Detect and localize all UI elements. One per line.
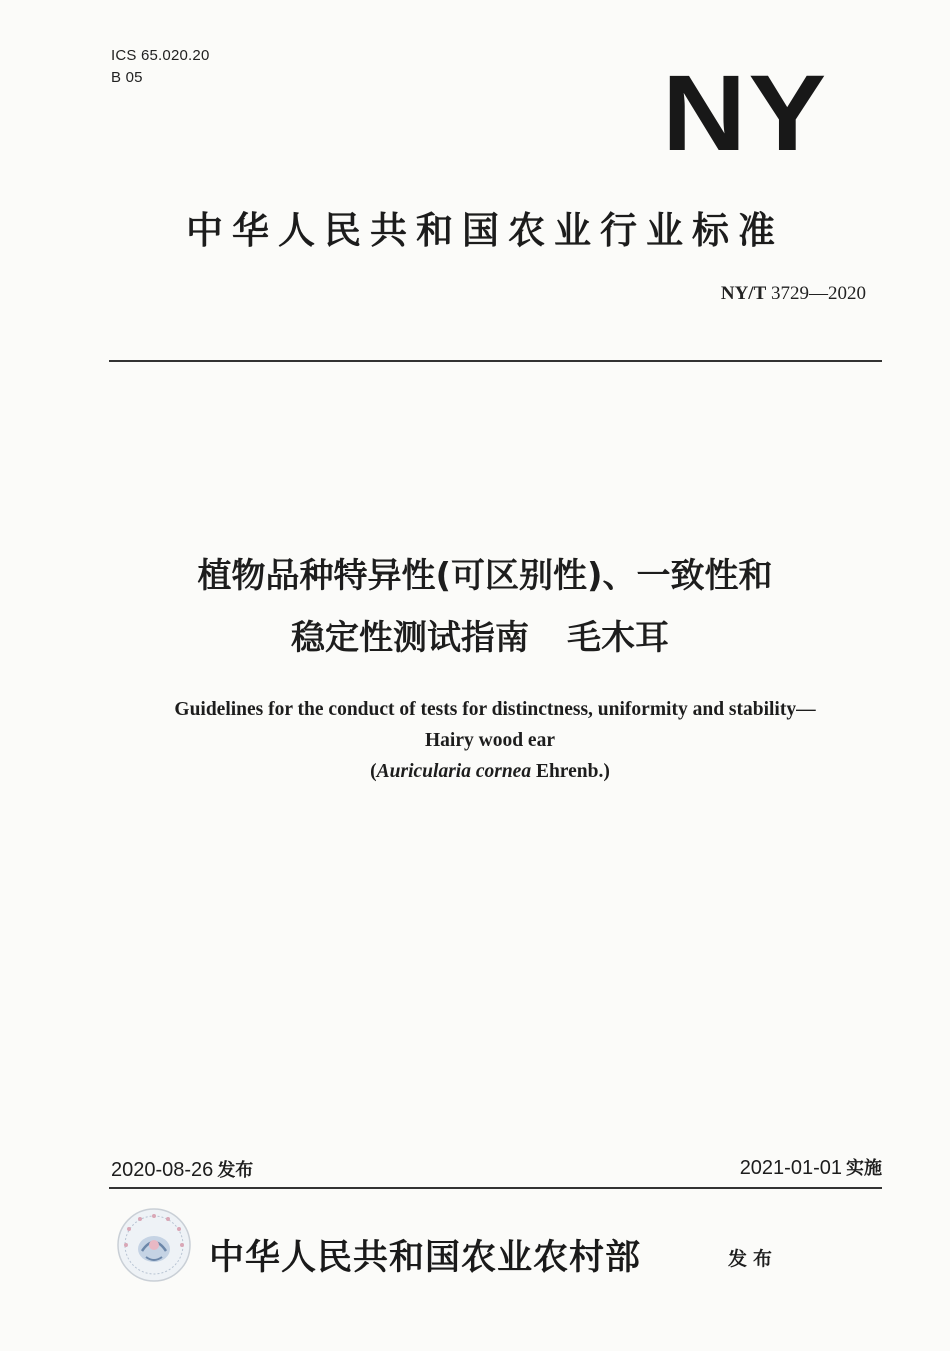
ny-logo: NY [662,52,829,173]
title-cn-line1: 植物品种特异性(可区别性)、一致性和 [197,556,773,596]
standard-number [721,283,866,305]
title-en-latin-name: Auricularia cornea [376,761,532,782]
standard-category-title: 中华人民共和国农业行业标准 [186,209,784,252]
publisher-label: 发布 [728,1248,779,1270]
top-divider [109,360,882,362]
title-en-line1: Guidelines for the conduct of tests for distinctness, uniformity and stability— [174,699,816,720]
title-cn-line2-species: 毛木耳 [567,618,669,658]
issue-date-label: 发布 [217,1160,254,1181]
implementation-date [740,1154,882,1180]
title-en-author: Ehrenb.) [531,761,610,782]
ministry-emblem-icon [116,1207,192,1283]
standard-number-prefix: NY/T [720,283,767,304]
title-en-line2: Hairy wood ear [425,730,555,751]
publisher-name: 中华人民共和国农业农村部 [209,1237,642,1278]
issue-date [111,1156,253,1182]
title-en-paren-open: ( [370,761,377,782]
standard-number-value: 3729—2020 [766,283,866,304]
title-cn-line2-main: 稳定性测试指南 [291,618,529,658]
issue-date-value: 2020-08-26 [111,1159,214,1181]
title-cn-line2 [0,610,950,659]
implementation-date-value: 2021-01-01 [739,1157,842,1179]
ccs-code: B 05 [111,69,143,86]
ics-code: ICS 65.020.20 [111,47,210,64]
title-en-line3 [0,761,950,783]
bottom-divider [109,1187,882,1189]
implementation-date-label: 实施 [846,1158,882,1179]
